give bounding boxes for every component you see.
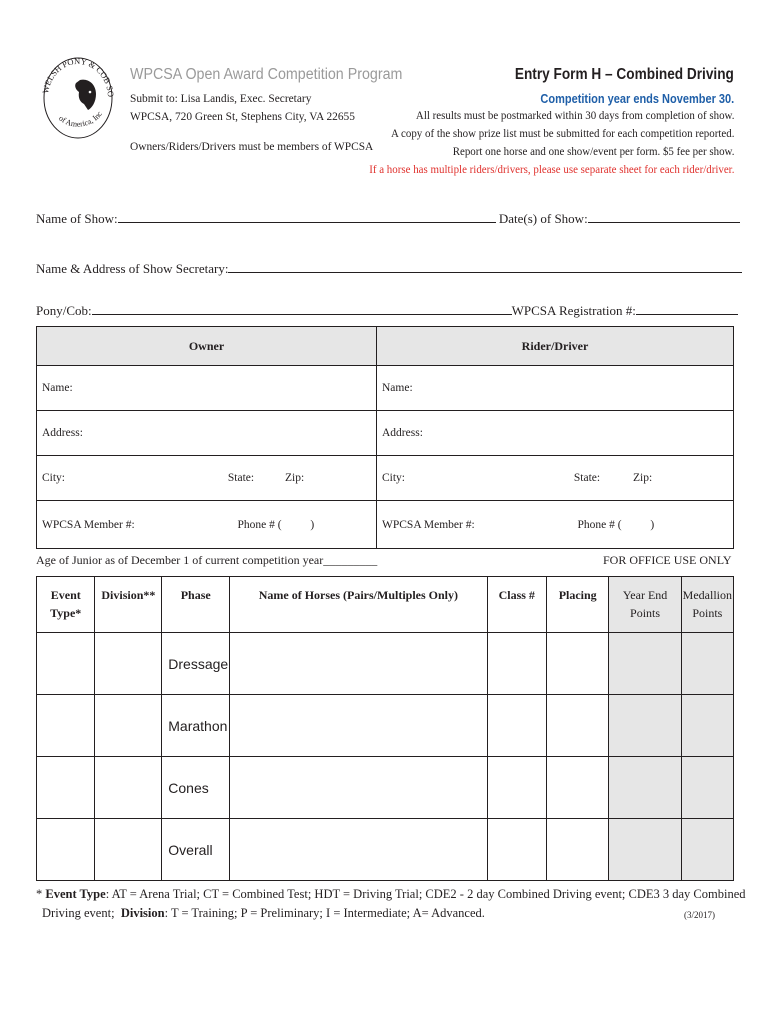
rider-name-cell[interactable] <box>377 366 734 411</box>
placing-cell[interactable] <box>546 819 609 881</box>
footnote-line-1 <box>36 885 746 904</box>
secretary-row <box>36 258 742 277</box>
footnote-line-2 <box>36 904 746 923</box>
class-header: Class # <box>487 577 546 633</box>
society-logo <box>40 52 116 140</box>
owner-state-label: State: <box>227 472 255 484</box>
division-cell[interactable] <box>95 819 162 881</box>
rider-address-label: Address: <box>382 427 423 439</box>
phase-header: Phase <box>162 577 230 633</box>
office-use-label: FOR OFFICE USE ONLY <box>603 553 732 567</box>
note-prize-list: A copy of the show prize list must be submitted for each competition reported. <box>390 128 734 140</box>
phase-cell: Cones <box>162 757 230 819</box>
footnote-star: * <box>36 887 46 901</box>
table-row <box>37 633 734 695</box>
medallion-header-line1: Medallion <box>682 588 732 602</box>
division-label: Division <box>120 906 165 920</box>
note-fee: Report one horse and one show/event per form. $5 fee per show. <box>452 146 734 158</box>
footnote <box>36 885 746 923</box>
phase-cell: Overall <box>162 819 230 881</box>
medallion-header-line2: Points <box>692 606 723 620</box>
owner-address-label: Address: <box>42 427 83 439</box>
horses-cell[interactable] <box>230 695 487 757</box>
submit-line-2: WPCSA, 720 Green St, Stephens City, VA 22655 <box>130 109 355 123</box>
medallion-points-cell <box>681 695 733 757</box>
owner-rider-table <box>36 326 734 549</box>
rider-address-cell[interactable] <box>377 411 734 456</box>
rider-city-cell[interactable] <box>377 456 734 501</box>
owner-header: Owner <box>37 327 377 366</box>
name-of-show-field[interactable] <box>118 208 496 223</box>
medallion-points-cell <box>681 757 733 819</box>
placing-cell[interactable] <box>546 633 609 695</box>
class-cell[interactable] <box>487 757 546 819</box>
division-cell[interactable] <box>95 695 162 757</box>
competition-year: Competition year ends November 30. <box>540 92 734 106</box>
table-row <box>37 695 734 757</box>
submit-address <box>130 89 355 125</box>
secretary-field[interactable] <box>228 258 742 273</box>
show-name-row <box>36 208 740 227</box>
horses-cell[interactable] <box>230 633 487 695</box>
year-end-points-cell <box>609 819 681 881</box>
dates-of-show-label: Date(s) of Show: <box>498 211 588 226</box>
secretary-label: Name & Address of Show Secretary: <box>36 261 229 276</box>
rider-name-label: Name: <box>382 382 413 394</box>
division-text: : T = Training; P = Preliminary; I = Intermediate; A= Advanced. <box>164 906 485 920</box>
warning-note: If a horse has multiple riders/drivers, please use separate sheet for each rider/driver. <box>368 164 734 176</box>
table-row <box>37 757 734 819</box>
owner-name-label: Name: <box>42 382 73 394</box>
note-postmark: All results must be postmarked within 30 days from completion of show. <box>415 110 734 122</box>
year-end-points-cell <box>609 695 681 757</box>
members-note: Owners/Riders/Drivers must be members of WPCSA <box>130 139 374 153</box>
phase-cell: Marathon <box>162 695 230 757</box>
horses-header: Name of Horses (Pairs/Multiples Only) <box>230 577 487 633</box>
instructions <box>369 107 734 179</box>
class-cell[interactable] <box>487 695 546 757</box>
entry-table <box>36 576 734 881</box>
form-title: Entry Form H – Combined Driving <box>514 66 734 83</box>
revision-date: (3/2017) <box>684 910 715 920</box>
event-type-header-line1: Event <box>50 588 81 602</box>
year-end-points-cell <box>609 633 681 695</box>
registration-field[interactable] <box>636 300 738 315</box>
year-end-points-cell <box>609 757 681 819</box>
table-row <box>37 819 734 881</box>
owner-zip-label: Zip: <box>284 472 305 484</box>
rider-member-label: WPCSA Member #: <box>382 518 475 531</box>
footnote-line2-start: Driving event; <box>42 906 115 920</box>
medallion-points-cell <box>681 819 733 881</box>
medallion-points-header <box>681 577 733 633</box>
pony-cob-field[interactable] <box>92 300 512 315</box>
class-cell[interactable] <box>487 819 546 881</box>
year-end-header-line1: Year End <box>622 588 668 602</box>
placing-cell[interactable] <box>546 695 609 757</box>
dates-of-show-field[interactable] <box>588 208 740 223</box>
event-type-cell[interactable] <box>37 757 95 819</box>
horses-cell[interactable] <box>230 757 487 819</box>
owner-member-label: WPCSA Member #: <box>42 518 135 531</box>
junior-age-line[interactable]: Age of Junior as of December 1 of current competition year_________ <box>36 553 378 567</box>
owner-city-cell[interactable] <box>37 456 377 501</box>
medallion-points-cell <box>681 633 733 695</box>
registration-label: WPCSA Registration #: <box>511 303 636 318</box>
submit-line-1: Submit to: Lisa Landis, Exec. Secretary <box>130 91 312 105</box>
event-type-header <box>37 577 95 633</box>
rider-phone-label: Phone # ( ) <box>577 518 655 531</box>
event-type-text: : AT = Arena Trial; CT = Combined Test; HDT = Driving Trial; CDE2 - 2 day Combined Driving event; CDE3 3 day Combined <box>105 887 746 901</box>
phase-cell: Dressage <box>162 633 230 695</box>
owner-name-cell[interactable] <box>37 366 377 411</box>
name-of-show-label: Name of Show: <box>36 211 118 226</box>
rider-member-cell[interactable] <box>377 501 734 549</box>
logo-text-top: WELSH PONY & COB SO <box>40 55 116 98</box>
owner-phone-label: Phone # ( ) <box>237 518 315 531</box>
owner-member-cell[interactable] <box>37 501 377 549</box>
division-header: Division** <box>95 577 162 633</box>
placing-cell[interactable] <box>546 757 609 819</box>
division-cell[interactable] <box>95 757 162 819</box>
rider-city-label: City: <box>382 472 406 484</box>
year-end-points-header <box>609 577 681 633</box>
event-type-cell[interactable] <box>37 819 95 881</box>
class-cell[interactable] <box>487 633 546 695</box>
event-type-cell[interactable] <box>37 633 95 695</box>
event-type-header-line2: Type* <box>50 606 82 620</box>
division-cell[interactable] <box>95 633 162 695</box>
rider-state-label: State: <box>573 472 601 484</box>
owner-address-cell[interactable] <box>37 411 377 456</box>
horses-cell[interactable] <box>230 819 487 881</box>
event-type-cell[interactable] <box>37 695 95 757</box>
program-title: WPCSA Open Award Competition Program <box>130 66 403 83</box>
year-end-header-line2: Points <box>630 606 661 620</box>
rider-zip-label: Zip: <box>632 472 653 484</box>
pony-row <box>36 300 738 319</box>
event-type-label: Event Type <box>45 887 106 901</box>
pony-cob-label: Pony/Cob: <box>36 303 92 318</box>
rider-header: Rider/Driver <box>377 327 734 366</box>
placing-header: Placing <box>546 577 609 633</box>
logo-text-bottom: of America, Inc <box>57 109 104 129</box>
owner-city-label: City: <box>42 472 66 484</box>
